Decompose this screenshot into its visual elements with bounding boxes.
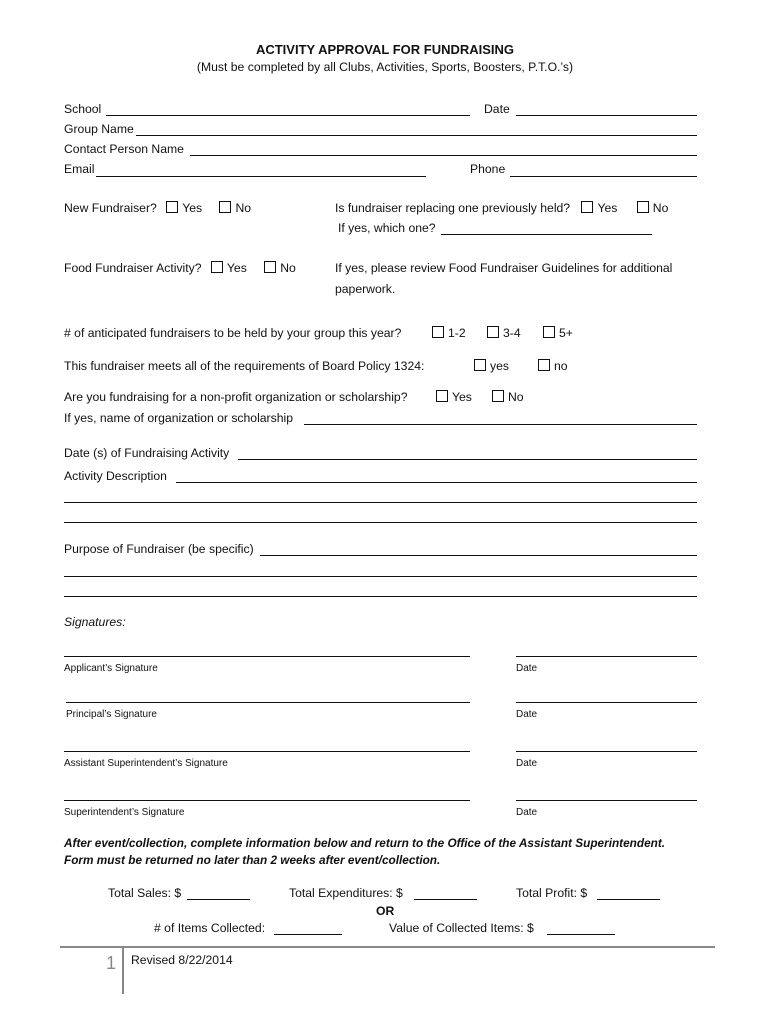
new-fundraiser-yes-label: Yes bbox=[182, 201, 203, 215]
food-note-line1: If yes, please review Food Fundraiser Guidelines for additional bbox=[335, 261, 673, 275]
replacing-label: Is fundraiser replacing one previously held? bbox=[335, 201, 571, 215]
email-field[interactable] bbox=[96, 176, 426, 177]
nonprofit-yes-checkbox[interactable] bbox=[436, 390, 448, 402]
principal-date-field[interactable] bbox=[516, 702, 697, 703]
range-2-option bbox=[487, 326, 521, 341]
new-fundraiser-question bbox=[64, 201, 251, 216]
org-name-field[interactable] bbox=[304, 424, 697, 425]
new-fundraiser-no-label: No bbox=[235, 201, 252, 215]
range-2-checkbox[interactable] bbox=[487, 326, 499, 338]
nonprofit-no-label: No bbox=[508, 390, 524, 404]
school-label: School bbox=[64, 102, 102, 116]
range-1-checkbox[interactable] bbox=[432, 326, 444, 338]
items-collected-label: # of Items Collected: bbox=[154, 921, 266, 935]
supt-date-field[interactable] bbox=[516, 800, 697, 801]
description-field-1[interactable] bbox=[176, 482, 697, 483]
contact-person-field[interactable] bbox=[190, 155, 697, 156]
range-2-label: 3-4 bbox=[503, 326, 521, 340]
purpose-field-3[interactable] bbox=[64, 596, 697, 597]
principal-signature-label: Principal’s Signature bbox=[66, 709, 157, 720]
value-collected-field[interactable] bbox=[547, 934, 615, 935]
policy-no-label: no bbox=[554, 359, 568, 373]
nonprofit-yes-label: Yes bbox=[452, 390, 472, 404]
which-one-label: If yes, which one? bbox=[338, 221, 436, 235]
dates-label: Date (s) of Fundraising Activity bbox=[64, 446, 230, 460]
supt-signature-field[interactable] bbox=[64, 800, 470, 801]
description-label: Activity Description bbox=[64, 469, 167, 483]
replacing-yes-label: Yes bbox=[597, 201, 618, 215]
after-instructions-line2: Form must be returned no later than 2 weeks after event/collection. bbox=[64, 853, 441, 867]
anticipated-label: # of anticipated fundraisers to be held by your group this year? bbox=[64, 326, 402, 340]
replacing-question bbox=[335, 201, 668, 216]
nonprofit-label: Are you fundraising for a non-profit organization or scholarship? bbox=[64, 390, 408, 404]
asst-supt-signature-label: Assistant Superintendent’s Signature bbox=[64, 758, 228, 769]
page-number: 1 bbox=[106, 953, 117, 973]
asst-supt-signature-field[interactable] bbox=[64, 751, 470, 752]
contact-person-label: Contact Person Name bbox=[64, 142, 184, 156]
replacing-no-checkbox[interactable] bbox=[637, 201, 649, 213]
date-label: Date bbox=[484, 102, 510, 116]
policy-yes-option bbox=[474, 359, 509, 374]
description-field-2[interactable] bbox=[64, 502, 697, 503]
after-instructions-line1: After event/collection, complete information below and return to the Office of the Assistant Superintendent. bbox=[64, 836, 666, 850]
supt-signature-label: Superintendent’s Signature bbox=[64, 807, 185, 818]
date-field[interactable] bbox=[516, 115, 697, 116]
nonprofit-yes-option bbox=[436, 390, 472, 405]
range-3-option bbox=[543, 326, 573, 341]
food-no-label: No bbox=[280, 261, 296, 275]
purpose-field-1[interactable] bbox=[260, 555, 697, 556]
group-name-label: Group Name bbox=[64, 122, 134, 136]
form-subtitle: (Must be completed by all Clubs, Activities, Sports, Boosters, P.T.O.’s) bbox=[196, 60, 574, 74]
applicant-signature-label: Applicant’s Signature bbox=[64, 663, 158, 674]
principal-date-label: Date bbox=[516, 709, 538, 720]
total-sales-field[interactable] bbox=[187, 899, 250, 900]
signatures-heading: Signatures: bbox=[64, 615, 126, 629]
replacing-no-label: No bbox=[652, 201, 669, 215]
school-field[interactable] bbox=[106, 115, 470, 116]
phone-label: Phone bbox=[470, 162, 506, 176]
range-1-label: 1-2 bbox=[448, 326, 466, 340]
total-profit-field[interactable] bbox=[597, 899, 660, 900]
or-label: OR bbox=[376, 904, 395, 918]
purpose-field-2[interactable] bbox=[64, 576, 697, 577]
email-label: Email bbox=[64, 162, 95, 176]
range-1-option bbox=[432, 326, 466, 341]
revised-date: Revised 8/22/2014 bbox=[131, 953, 233, 967]
asst-supt-date-field[interactable] bbox=[516, 751, 697, 752]
footer-divider bbox=[60, 946, 715, 948]
food-question bbox=[64, 261, 296, 276]
phone-field[interactable] bbox=[510, 176, 697, 177]
policy-no-checkbox[interactable] bbox=[538, 359, 550, 371]
policy-yes-checkbox[interactable] bbox=[474, 359, 486, 371]
food-yes-checkbox[interactable] bbox=[211, 261, 223, 273]
food-no-checkbox[interactable] bbox=[264, 261, 276, 273]
replacing-yes-checkbox[interactable] bbox=[581, 201, 593, 213]
new-fundraiser-label: New Fundraiser? bbox=[64, 201, 157, 215]
total-expenditures-label: Total Expenditures: $ bbox=[289, 886, 403, 900]
range-3-label: 5+ bbox=[559, 326, 573, 340]
applicant-signature-field[interactable] bbox=[64, 656, 470, 657]
total-sales-label: Total Sales: $ bbox=[108, 886, 182, 900]
items-collected-field[interactable] bbox=[274, 934, 342, 935]
supt-date-label: Date bbox=[516, 807, 538, 818]
which-one-field[interactable] bbox=[441, 234, 652, 235]
group-name-field[interactable] bbox=[136, 135, 697, 136]
applicant-date-label: Date bbox=[516, 663, 538, 674]
footer-vertical-divider bbox=[122, 946, 124, 994]
asst-supt-date-label: Date bbox=[516, 758, 538, 769]
range-3-checkbox[interactable] bbox=[543, 326, 555, 338]
total-profit-label: Total Profit: $ bbox=[516, 886, 588, 900]
principal-signature-field[interactable] bbox=[66, 702, 470, 703]
food-label: Food Fundraiser Activity? bbox=[64, 261, 202, 275]
applicant-date-field[interactable] bbox=[516, 656, 697, 657]
org-name-label: If yes, name of organization or scholarship bbox=[64, 411, 293, 425]
policy-no-option bbox=[538, 359, 568, 374]
new-fundraiser-no-checkbox[interactable] bbox=[219, 201, 231, 213]
policy-label: This fundraiser meets all of the requirements of Board Policy 1324: bbox=[64, 359, 425, 373]
policy-yes-label: yes bbox=[490, 359, 509, 373]
dates-field[interactable] bbox=[238, 459, 697, 460]
nonprofit-no-checkbox[interactable] bbox=[492, 390, 504, 402]
nonprofit-no-option bbox=[492, 390, 524, 405]
value-collected-label: Value of Collected Items: $ bbox=[389, 921, 534, 935]
total-expenditures-field[interactable] bbox=[414, 899, 477, 900]
form-title: ACTIVITY APPROVAL FOR FUNDRAISING bbox=[255, 42, 515, 57]
description-field-3[interactable] bbox=[64, 522, 697, 523]
food-note-line2: paperwork. bbox=[335, 282, 396, 296]
new-fundraiser-yes-checkbox[interactable] bbox=[166, 201, 178, 213]
purpose-label: Purpose of Fundraiser (be specific) bbox=[64, 542, 254, 556]
food-yes-label: Yes bbox=[226, 261, 247, 275]
